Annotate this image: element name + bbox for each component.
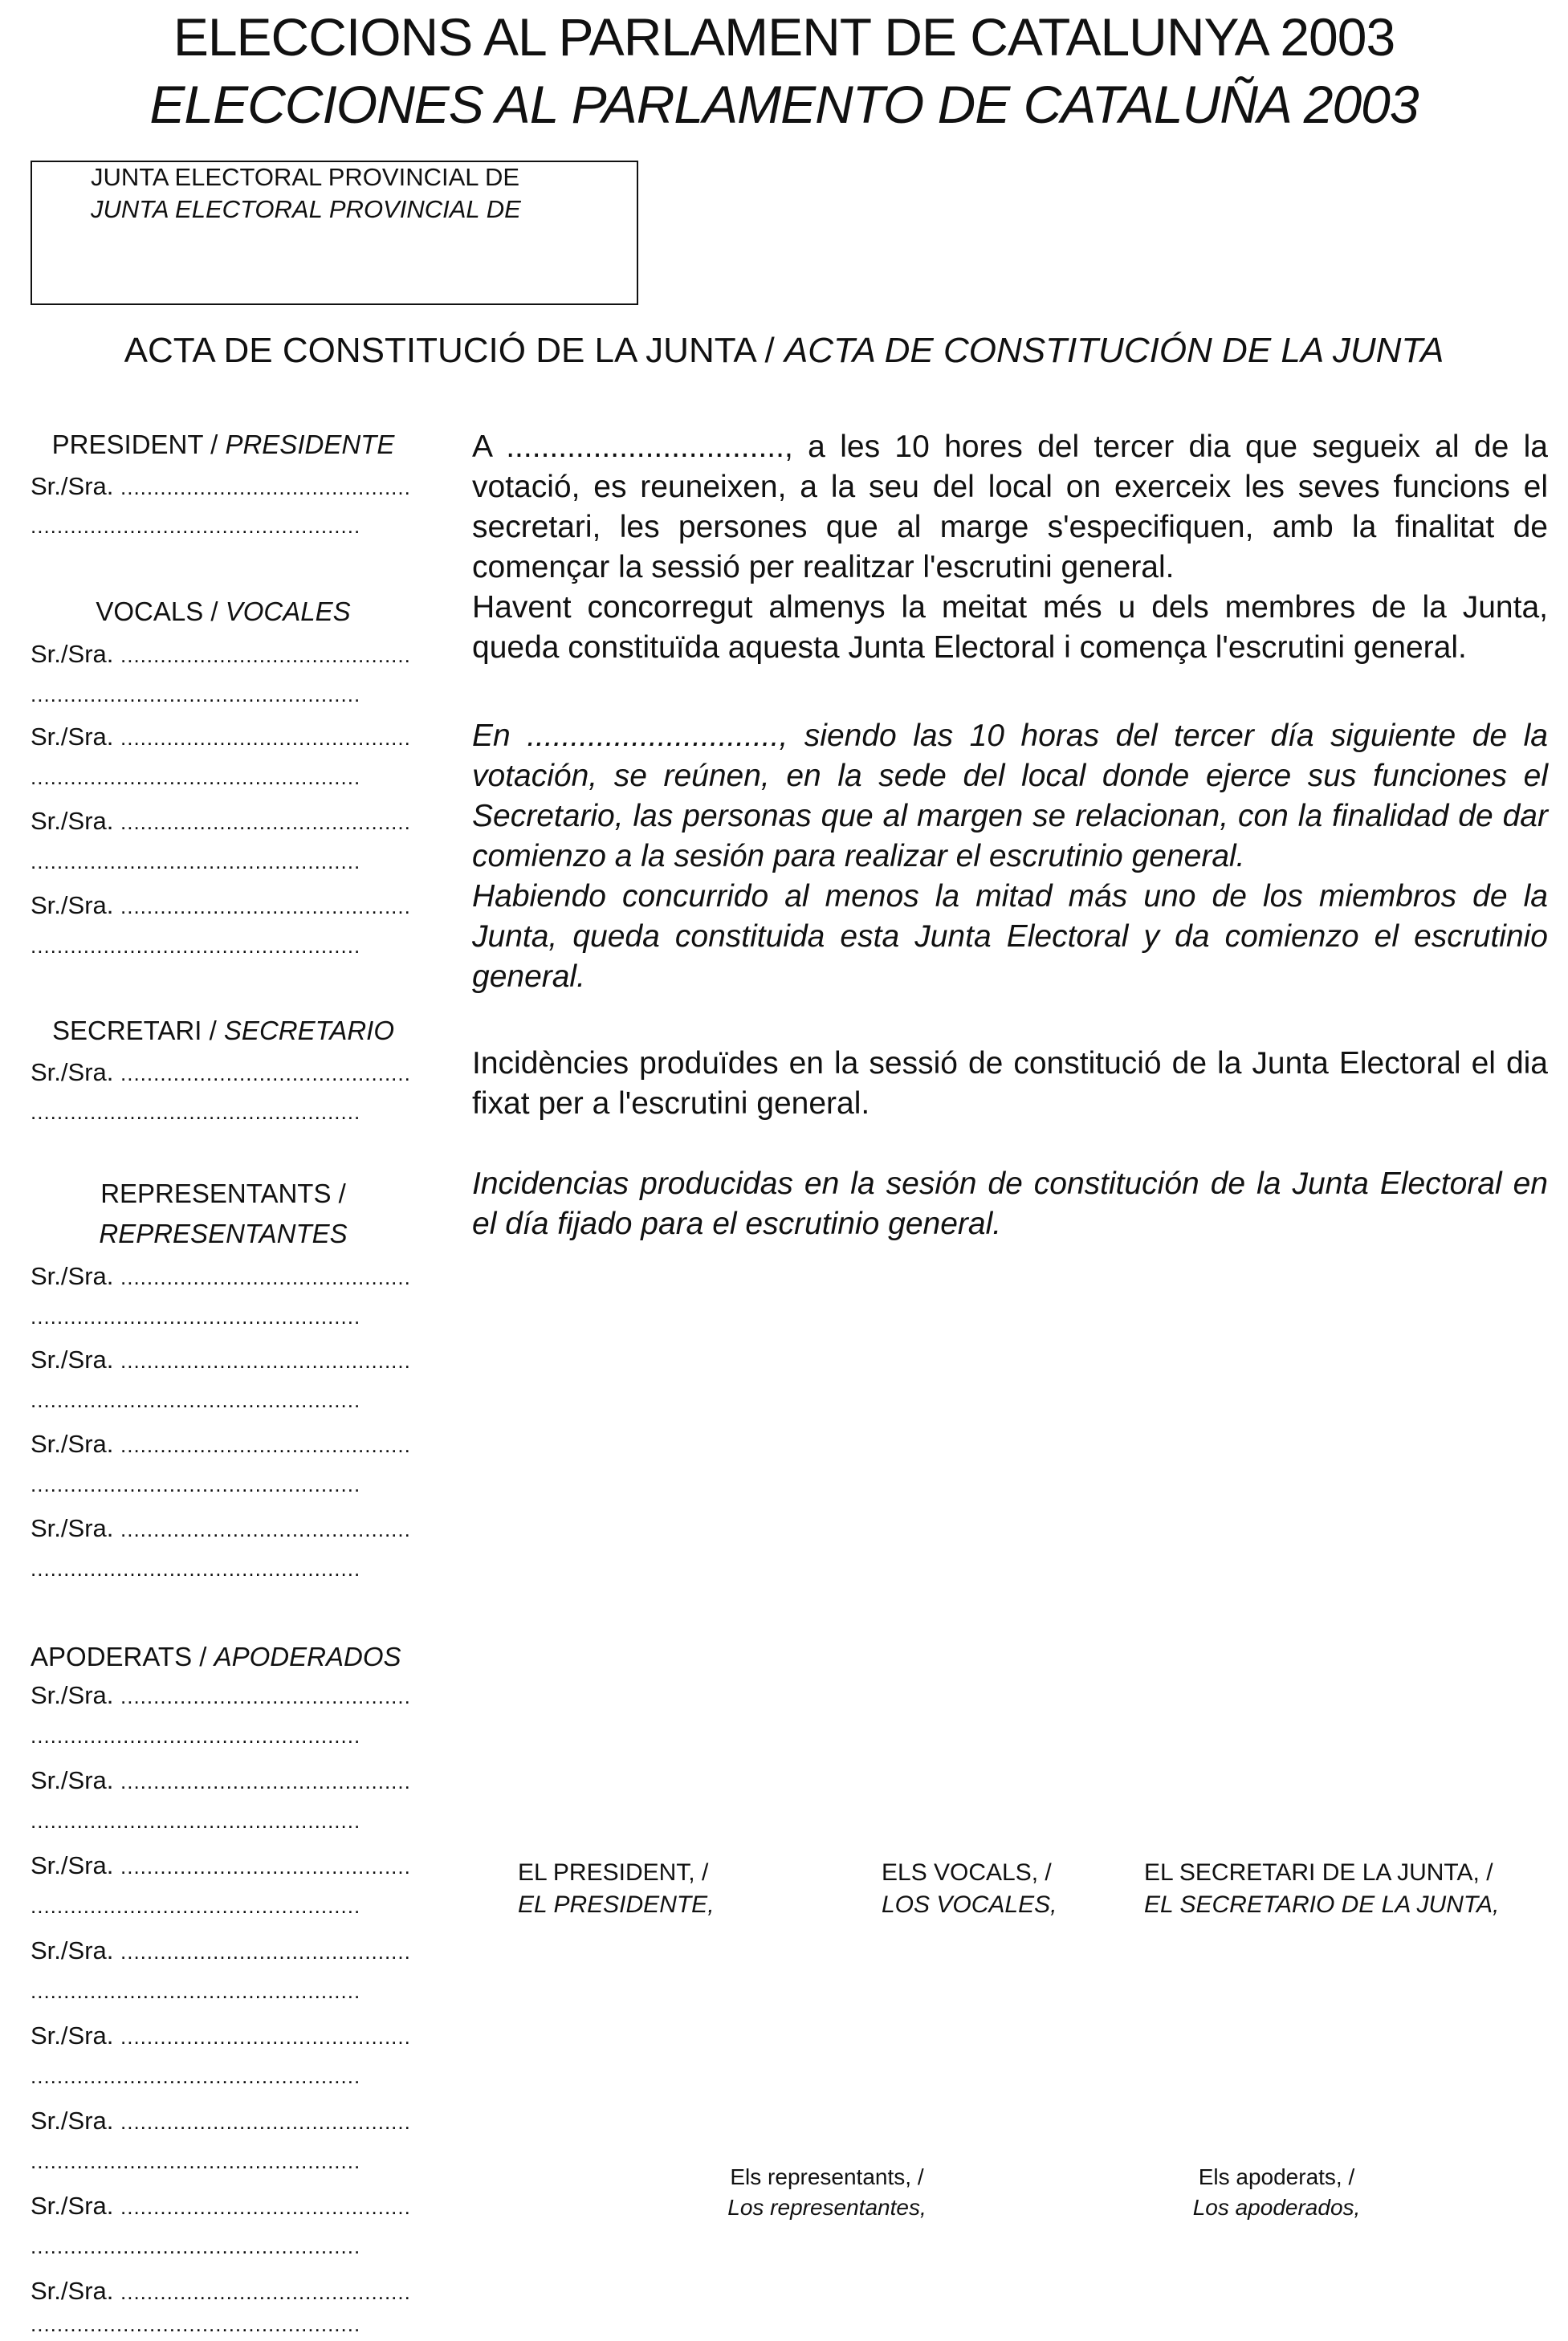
title-spanish: ELECCIONES AL PARLAMENTO DE CATALUÑA 2003 (149, 75, 1419, 134)
apoderat-name-field-2[interactable]: .................................................. (31, 1724, 361, 1748)
signature-apoderats (1116, 2162, 1437, 2223)
paragraph-catalan-2: Havent concorregut almenys la meitat més u dels membres de la Junta, queda constituïda aquesta Junta Electoral i comença l'escrutini general. (472, 590, 1548, 665)
representant-name-field-2[interactable]: .................................................. (31, 1305, 361, 1329)
signature-president-spanish: EL PRESIDENTE, (518, 1891, 715, 1918)
srs-label: Sr./Sra. (31, 2192, 114, 2220)
apoderat-name-field[interactable]: ............................................ (120, 1940, 411, 1964)
vocal-line (31, 723, 411, 751)
srs-label: Sr./Sra. (31, 1766, 114, 1794)
acta-title-catalan: ACTA DE CONSTITUCIÓ DE LA JUNTA / (124, 331, 775, 370)
srs-label: Sr./Sra. (31, 1851, 114, 1879)
srs-label: Sr./Sra. (31, 807, 114, 835)
president-line (31, 472, 411, 501)
apoderat-name-field-2[interactable]: .................................................. (31, 1809, 361, 1833)
apoderat-name-field[interactable]: ............................................ (120, 2280, 411, 2304)
representants-heading-spanish: REPRESENTANTES (99, 1219, 348, 1248)
secretari-name-field[interactable]: ............................................ (120, 1061, 411, 1085)
srs-label: Sr./Sra. (31, 1058, 114, 1086)
apoderat-line (31, 1851, 411, 1880)
srs-label: Sr./Sra. (31, 2021, 114, 2050)
apoderat-line (31, 1766, 411, 1795)
apoderat-name-field-2[interactable]: .................................................. (31, 2312, 361, 2336)
signature-representants-spanish: Los representantes, (727, 2195, 927, 2220)
srs-label: Sr./Sra. (31, 891, 114, 919)
srs-label: Sr./Sra. (31, 1346, 114, 1374)
president-heading (39, 430, 408, 460)
president-heading-spanish: PRESIDENTE (225, 430, 395, 459)
signature-representants (666, 2162, 988, 2223)
apoderat-name-field[interactable]: ............................................ (120, 1854, 411, 1879)
signature-apoderats-spanish: Los apoderados, (1192, 2195, 1361, 2220)
vocal-name-field[interactable]: ............................................ (120, 643, 411, 667)
secretari-line (31, 1058, 411, 1087)
signature-president (518, 1857, 715, 1921)
apoderat-line (31, 2107, 411, 2135)
incidencias-spanish: Incidencias producidas en la sesión de constitución de la Junta Electoral en el día fijado para el escrutinio general. (472, 1166, 1548, 1241)
apoderats-heading (31, 1642, 401, 1672)
signature-vocals-spanish: LOS VOCALES, (882, 1891, 1057, 1918)
signature-secretari (1144, 1857, 1499, 1921)
vocal-name-field-2[interactable]: .................................................. (31, 849, 361, 873)
srs-label: Sr./Sra. (31, 1430, 114, 1458)
representant-line (31, 1430, 411, 1459)
secretari-heading-spanish: SECRETARIO (223, 1016, 395, 1045)
vocal-name-field-2[interactable]: .................................................. (31, 765, 361, 789)
apoderats-heading-spanish: APODERADOS (214, 1642, 401, 1671)
apoderats-heading-catalan: APODERATS / (31, 1642, 207, 1671)
junta-box-label-spanish: JUNTA ELECTORAL PROVINCIAL DE (91, 195, 521, 223)
srs-label: Sr./Sra. (31, 1514, 114, 1542)
vocals-heading-catalan: VOCALS / (96, 596, 218, 626)
vocal-name-field-2[interactable]: .................................................. (31, 934, 361, 958)
signature-vocals (882, 1857, 1057, 1921)
representant-name-field[interactable]: ............................................ (120, 1265, 411, 1289)
apoderat-name-field[interactable]: ............................................ (120, 2110, 411, 2134)
apoderat-name-field[interactable]: ............................................ (120, 1684, 411, 1708)
representant-name-field-2[interactable]: .................................................. (31, 1557, 361, 1581)
paragraph-spanish: En ............................., siendo las 10 horas del tercer día siguiente de la votación, se reúnen, en la sede del local donde ejerce sus funciones el Secretario, las personas que al margen se relacionan, con la finalidad de dar comienzo a la sesión para realizar el escrutinio general. (472, 719, 1548, 873)
representant-name-field[interactable]: ............................................ (120, 1349, 411, 1373)
signature-apoderats-catalan: Els apoderats, / (1198, 2164, 1355, 2189)
apoderat-name-field[interactable]: ............................................ (120, 2195, 411, 2219)
signature-secretari-catalan: EL SECRETARI DE LA JUNTA, / (1144, 1859, 1493, 1886)
vocal-name-field[interactable]: ............................................ (120, 726, 411, 750)
vocal-line (31, 640, 411, 669)
apoderat-name-field-2[interactable]: .................................................. (31, 2234, 361, 2258)
apoderat-name-field-2[interactable]: .................................................. (31, 2149, 361, 2173)
vocals-heading (39, 596, 408, 627)
srs-label: Sr./Sra. (31, 2277, 114, 2305)
apoderat-name-field[interactable]: ............................................ (120, 2025, 411, 2049)
secretari-heading (39, 1016, 408, 1046)
representant-name-field-2[interactable]: .................................................. (31, 1388, 361, 1412)
signature-representants-catalan: Els representants, / (730, 2164, 924, 2189)
vocals-heading-spanish: VOCALES (225, 596, 351, 626)
srs-label: Sr./Sra. (31, 1262, 114, 1290)
srs-label: Sr./Sra. (31, 723, 114, 751)
representant-name-field[interactable]: ............................................ (120, 1517, 411, 1541)
apoderat-name-field-2[interactable]: .................................................. (31, 1894, 361, 1918)
signature-vocals-catalan: ELS VOCALS, / (882, 1859, 1052, 1886)
representant-line (31, 1262, 411, 1291)
apoderat-name-field[interactable]: ............................................ (120, 1769, 411, 1793)
apoderat-line (31, 1681, 411, 1710)
apoderat-line (31, 2021, 411, 2050)
acta-title-spanish: ACTA DE CONSTITUCIÓN DE LA JUNTA (784, 331, 1444, 370)
apoderat-line (31, 1936, 411, 1965)
title-catalan: ELECCIONS AL PARLAMENT DE CATALUNYA 2003 (173, 7, 1395, 67)
vocal-name-field-2[interactable]: .................................................. (31, 682, 361, 706)
representant-line (31, 1346, 411, 1374)
paragraph-catalan: A ................................, a les 10 hores del tercer dia que segueix al de la votació, es reuneixen, a la seu del local on exerceix les seves funcions el secretari, les persones que al marge s'especifiquen, amb la finalitat de començar la sessió per realitzar l'escrutini general. (472, 430, 1548, 584)
junta-box-label-catalan: JUNTA ELECTORAL PROVINCIAL DE (91, 163, 520, 191)
president-heading-catalan: PRESIDENT / (51, 430, 218, 459)
srs-label: Sr./Sra. (31, 2107, 114, 2135)
apoderat-line (31, 2192, 411, 2221)
srs-label: Sr./Sra. (31, 472, 114, 500)
representant-name-field[interactable]: ............................................ (120, 1433, 411, 1457)
apoderat-name-field-2[interactable]: .................................................. (31, 2064, 361, 2088)
vocal-line (31, 807, 411, 836)
srs-label: Sr./Sra. (31, 640, 114, 668)
president-name-field[interactable]: ............................................ (120, 475, 411, 499)
representant-line (31, 1514, 411, 1543)
apoderat-line (31, 2277, 411, 2306)
vocal-name-field[interactable]: ............................................ (120, 810, 411, 834)
srs-label: Sr./Sra. (31, 1936, 114, 1964)
signature-president-catalan: EL PRESIDENT, / (518, 1859, 709, 1886)
acta-title (0, 331, 1568, 371)
srs-label: Sr./Sra. (31, 1681, 114, 1709)
representants-heading-catalan: REPRESENTANTS / (100, 1179, 346, 1208)
secretari-heading-catalan: SECRETARI / (51, 1016, 217, 1045)
paragraph-spanish-2: Habiendo concurrido al menos la mitad más uno de los miembros de la Junta, queda constituida esta Junta Electoral y da comienzo el escrutinio general. (472, 879, 1548, 994)
vocal-name-field[interactable]: ............................................ (120, 894, 411, 918)
president-name-field-2[interactable]: .................................................. (31, 514, 361, 538)
apoderat-name-field-2[interactable]: .................................................. (31, 1979, 361, 2003)
incidencies-catalan: Incidències produïdes en la sessió de constitució de la Junta Electoral el dia fixat per a l'escrutini general. (472, 1046, 1548, 1121)
signature-secretari-spanish: EL SECRETARIO DE LA JUNTA, (1144, 1891, 1500, 1918)
vocal-line (31, 891, 411, 920)
secretari-name-field-2[interactable]: .................................................. (31, 1100, 361, 1124)
representant-name-field-2[interactable]: .................................................. (31, 1472, 361, 1496)
